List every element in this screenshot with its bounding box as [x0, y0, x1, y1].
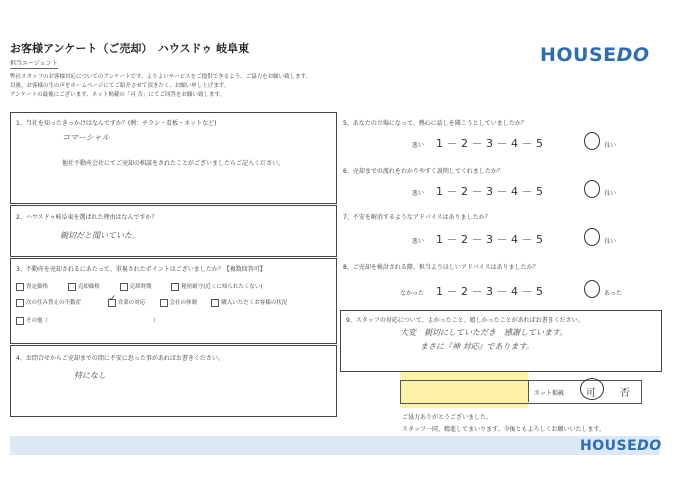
q7-low-label: 悪い: [412, 238, 425, 245]
scale-sep: －: [521, 233, 533, 246]
question-4-text: 4、お問合せからご売却までの間に不安に思った事があればお書きください。: [16, 355, 224, 362]
scale-sep: －: [496, 285, 508, 298]
check-mark-icon: ✓: [108, 294, 117, 304]
option-label: 購入いただくお客様の状況: [221, 300, 288, 306]
intro-line-3: アンケートの最後にございます、ネット掲載の「可 否」にてご回答をお願い致します。: [10, 92, 226, 98]
scale-value[interactable]: 4: [511, 137, 518, 150]
checkbox[interactable]: [171, 283, 179, 291]
net-publish-selected-circle: [580, 378, 604, 400]
scale-sep: －: [471, 137, 483, 150]
question-2-answer: 親切だと聞いていた。: [60, 231, 140, 240]
logo-main-text: HOUSE: [580, 438, 638, 454]
q6-high-label: 良い: [604, 190, 617, 197]
scale-value[interactable]: 4: [511, 185, 518, 198]
scale-value[interactable]: 3: [486, 233, 493, 246]
question-1-answer: コマーシャル: [62, 133, 110, 142]
scale-value[interactable]: 3: [486, 137, 493, 150]
q5-scale: [436, 135, 543, 151]
q6-selected-circle: [584, 180, 600, 198]
option-label: 次の住み替えの不動産: [26, 300, 82, 306]
intro-line-1: 弊社スタッフのお客様対応についてのアンケートです。よりよいサービスをご提供できるよう、ご協力をお願い致します。: [10, 74, 312, 80]
q6-low-label: 悪い: [412, 190, 425, 197]
scale-sep: －: [496, 137, 508, 150]
q6-scale: [436, 183, 543, 199]
logo-main-text: HOUSE: [540, 44, 617, 66]
housedo-logo-top: [540, 44, 650, 66]
intro-line-2: 以後、お客様の生の声をホームページにてご紹介させて頂きたく、お願い申し上げます。: [10, 83, 230, 89]
scale-sep: －: [446, 233, 458, 246]
option-label: 売却時期: [129, 284, 152, 290]
scale-sep: －: [521, 185, 533, 198]
q8-high-label: あった: [604, 290, 622, 297]
scale-value-selected[interactable]: 5: [536, 185, 543, 198]
logo-accent-text: DO: [637, 438, 662, 454]
checkbox[interactable]: [16, 317, 24, 325]
net-publish-no[interactable]: 否: [620, 388, 630, 399]
scale-sep: －: [521, 285, 533, 298]
q7-scale: [436, 231, 543, 247]
question-4-answer: 特になし: [74, 371, 106, 380]
closing-thanks: ご協力ありがとうございました。: [402, 414, 493, 421]
option-label: 営業の対応: [117, 300, 146, 306]
scale-value[interactable]: 2: [461, 137, 468, 150]
scale-value-selected[interactable]: 5: [536, 233, 543, 246]
question-1-sub: 他社不動産会社にてご売却の相談をされたことがございましたらご記入ください。: [62, 160, 285, 167]
scale-sep: －: [521, 137, 533, 150]
other-label: その他（: [26, 318, 49, 324]
checkbox[interactable]: [211, 299, 219, 307]
survey-title: お客様アンケート（ご売却） ハウスドゥ 岐阜東: [10, 42, 250, 55]
scale-sep: －: [471, 185, 483, 198]
housedo-logo-footer: [580, 438, 662, 454]
scale-sep: －: [471, 285, 483, 298]
scale-value[interactable]: 1: [436, 185, 443, 198]
q5-selected-circle: [584, 132, 600, 150]
question-9-text: 9、スタッフの対応について、よかったこと、嬉しかったことがあればお書きください。: [346, 317, 584, 324]
question-3-text: 3、不動産を売却されるにあたって、重視されたポイントはございましたか？【複数回答可】: [16, 266, 266, 273]
question-2-text: 2、ハウスドゥ岐阜東を選ばれた理由はなんですか？: [16, 214, 158, 221]
option-label: 秘密厳守(近くに知られたくない): [181, 284, 263, 290]
q5-low-label: 悪い: [412, 142, 425, 149]
scale-value[interactable]: 4: [511, 233, 518, 246]
option-label: 査定価格: [26, 284, 49, 290]
scale-sep: －: [446, 185, 458, 198]
other-close: ）: [153, 318, 159, 324]
scale-value[interactable]: 1: [436, 137, 443, 150]
checkbox[interactable]: [160, 299, 168, 307]
scale-value[interactable]: 2: [461, 233, 468, 246]
scale-value[interactable]: 4: [511, 285, 518, 298]
q8-low-label: なかった: [400, 290, 425, 297]
question-9-answer-line-2: まさに『神 対応』であります。: [420, 342, 534, 351]
q3-option-row-1: [16, 282, 263, 291]
q3-other-row: [16, 316, 159, 325]
footer-band: [10, 436, 660, 455]
scale-value[interactable]: 1: [436, 233, 443, 246]
q3-option-row-2: [16, 294, 288, 307]
intro-text: [10, 73, 340, 100]
scale-sep: －: [496, 233, 508, 246]
question-6-text: 6、売却までの流れをわかりやすく説明してくれましたか？: [343, 168, 503, 175]
checkbox[interactable]: [120, 283, 128, 291]
option-label: 売却価格: [77, 284, 100, 290]
q5-high-label: 良い: [604, 142, 617, 149]
scale-sep: －: [496, 185, 508, 198]
q8-scale: [436, 283, 543, 299]
staff-label: 担当エージェント: [10, 60, 58, 67]
scale-value-selected[interactable]: 5: [536, 285, 543, 298]
checkbox[interactable]: [16, 299, 24, 307]
q7-selected-circle: [584, 228, 600, 246]
checkbox[interactable]: [68, 283, 76, 291]
q8-selected-circle: [584, 280, 600, 298]
scale-value[interactable]: 2: [461, 185, 468, 198]
net-publish-box: [400, 380, 642, 404]
scale-value[interactable]: 3: [486, 185, 493, 198]
logo-accent-text: DO: [616, 44, 650, 66]
question-5-text: 5、あなたの立場になって、熱心に話しを聞こうとしていましたか？: [343, 120, 527, 127]
question-1-text: 1、当社を知ったきっかけはなんですか？(例：チラシ・看板・ネットなど): [16, 120, 217, 127]
scale-value-selected[interactable]: 5: [536, 137, 543, 150]
scale-value[interactable]: 2: [461, 285, 468, 298]
scale-value[interactable]: 1: [436, 285, 443, 298]
net-publish-label: ネット掲載: [534, 390, 565, 397]
scale-sep: －: [471, 233, 483, 246]
checkbox[interactable]: [16, 283, 24, 291]
net-publish-divider: [528, 380, 529, 402]
question-8-text: 8、ご売却を検討される際、担当よりほしいアドバイスはありましたか？: [343, 264, 539, 271]
scale-value[interactable]: 3: [486, 285, 493, 298]
scale-sep: －: [446, 137, 458, 150]
option-label: 会社の体制: [169, 300, 198, 306]
question-9-answer-line-1: 大変 親切にしていただき 感謝しています。: [400, 328, 568, 337]
question-7-text: 7、不安を解消するようなアドバイスはありましたか？: [343, 214, 491, 221]
net-publish-yes[interactable]: 可: [586, 388, 596, 399]
q7-high-label: 良い: [604, 238, 617, 245]
scale-sep: －: [446, 285, 458, 298]
closing-message: スタッフ一同、精進してまいります。今後ともよろしくお願いいたします。: [402, 426, 606, 433]
